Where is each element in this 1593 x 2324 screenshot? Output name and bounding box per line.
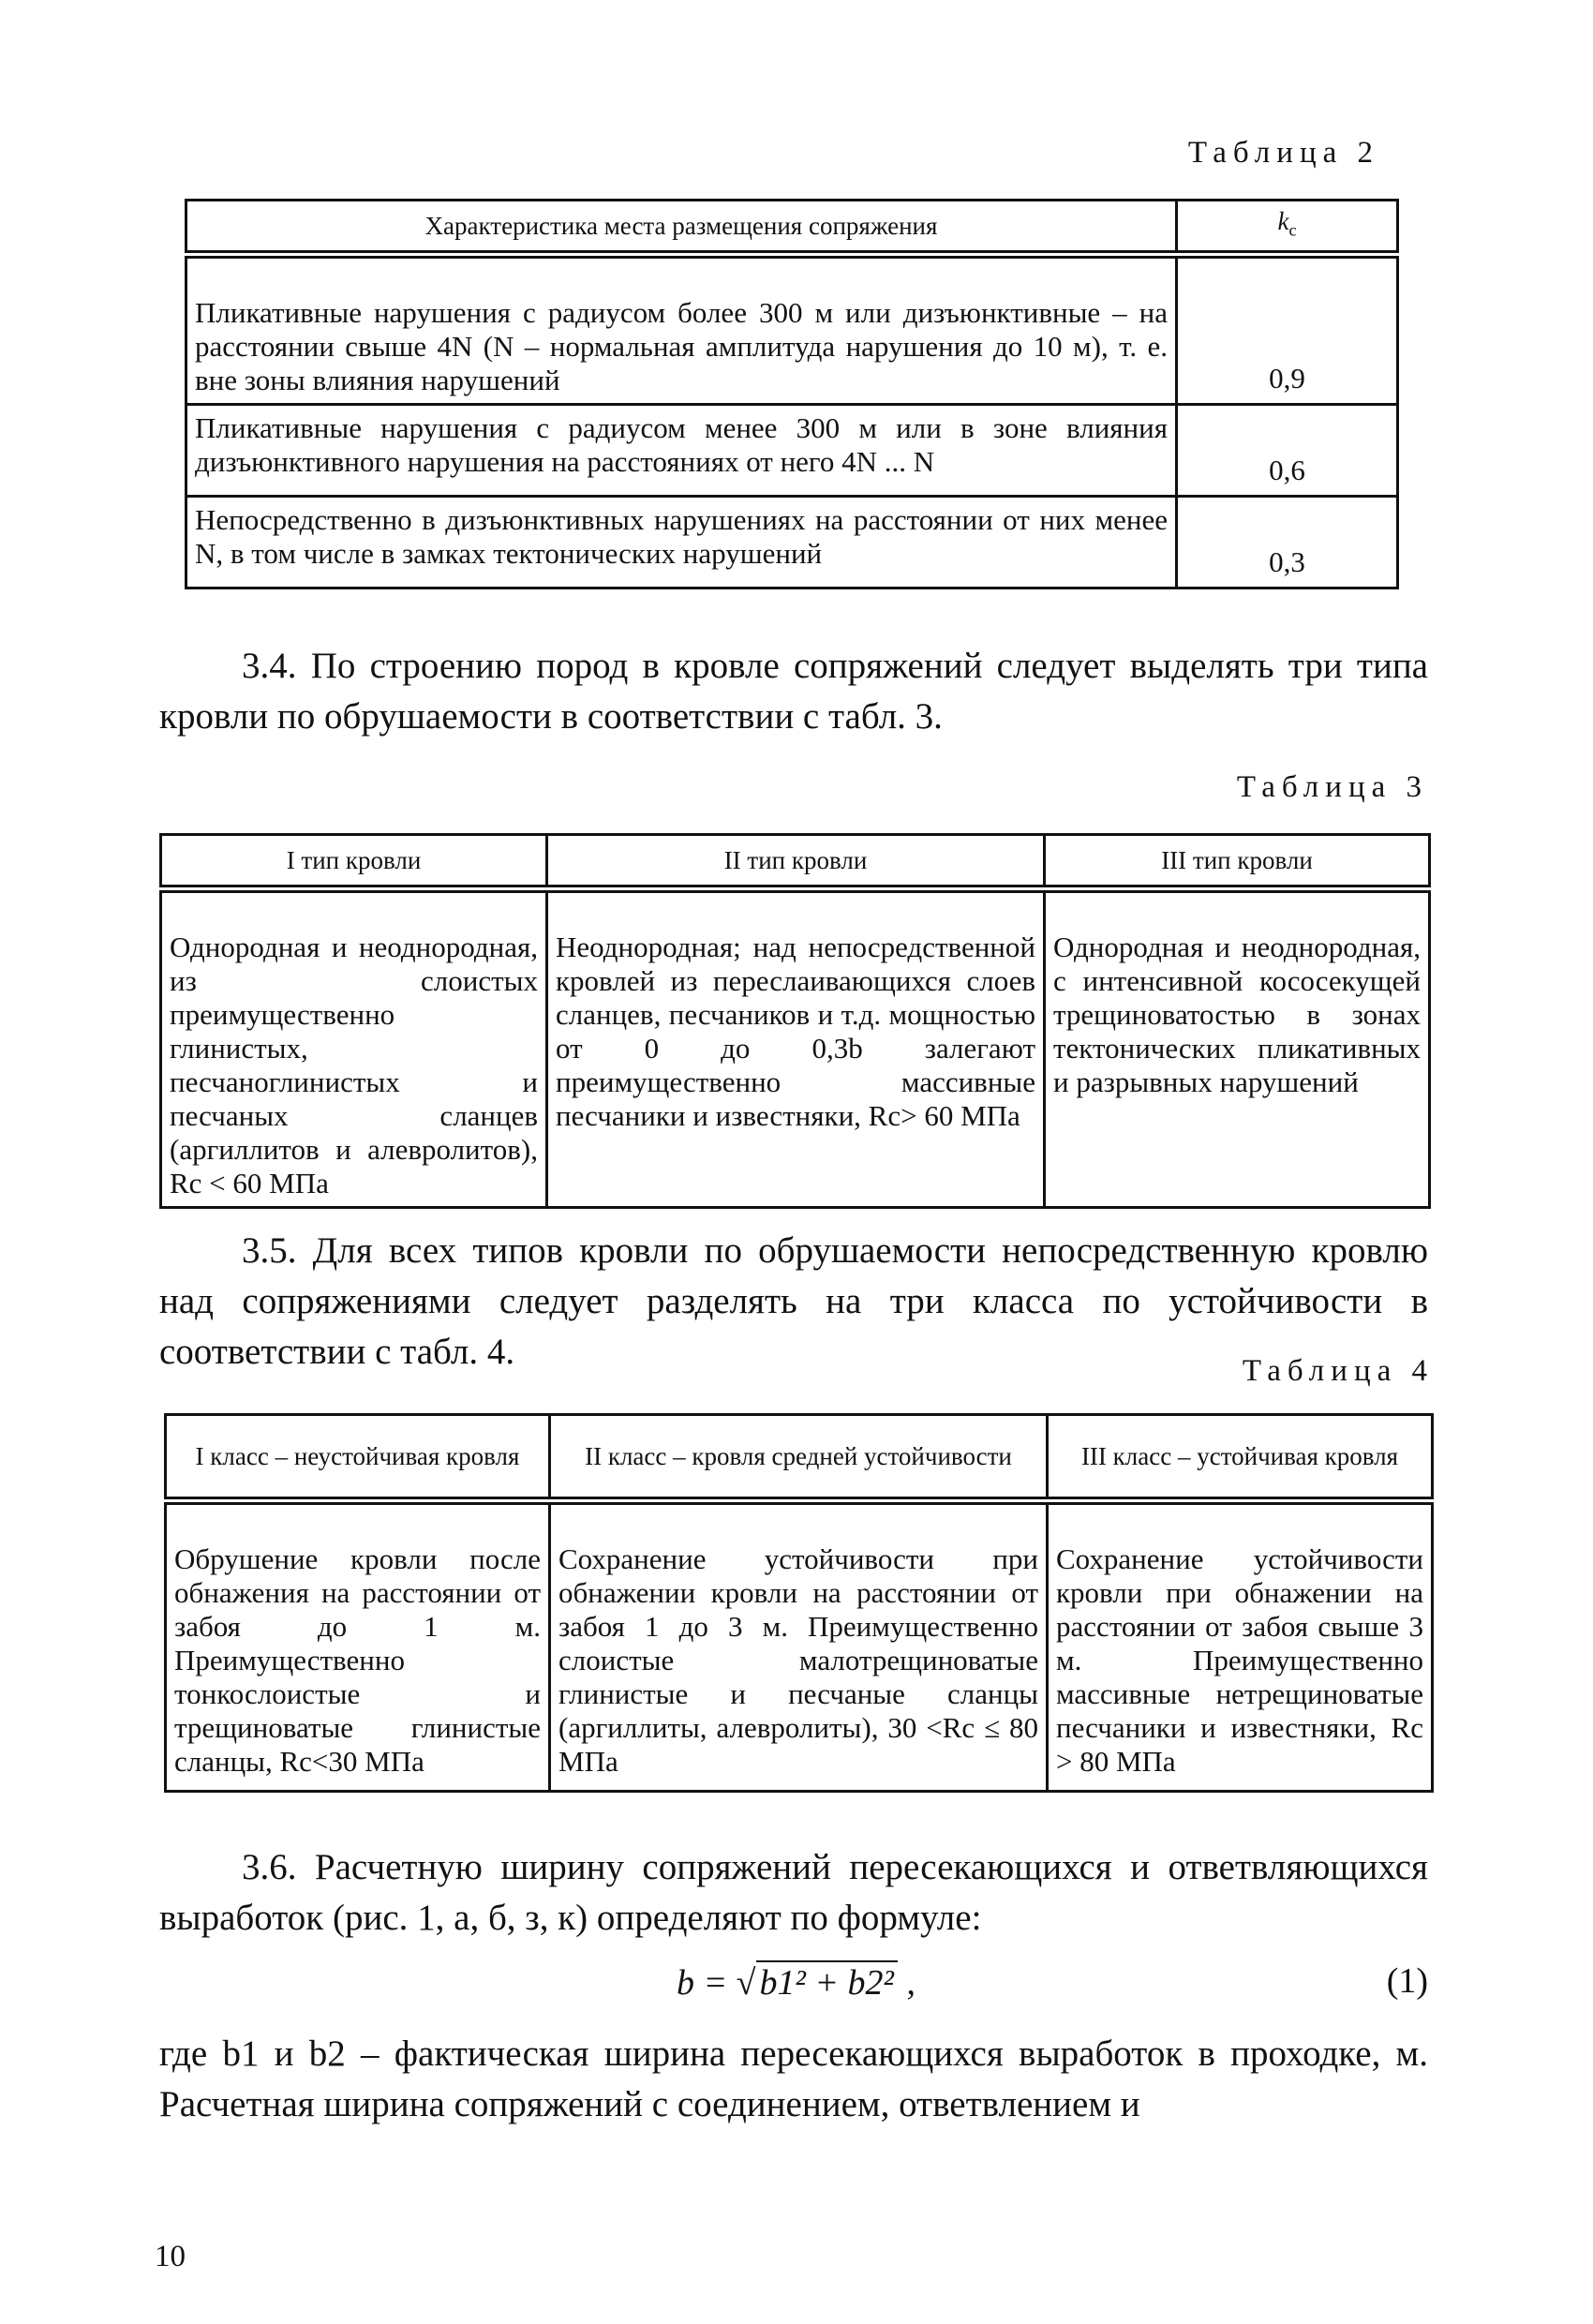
- table-header: II тип кровли: [547, 835, 1045, 889]
- table-cell: Однородная и неоднородная, из слоистых преимущественно глинистых, песчаноглинистых и песчаных сланцев (аргиллитов и алевролитов), Rc < 60 МПа: [161, 889, 547, 1208]
- sqrt-icon: √: [736, 1963, 756, 2003]
- table-cell: 0,6: [1177, 405, 1398, 497]
- table-row: [186, 255, 1398, 405]
- table-2: [185, 199, 1399, 589]
- table-header: $k_c$: [1177, 201, 1398, 255]
- paragraph-after-formula: где b1 и b2 – фактическая ширина пересекающихся выработок в проходке, м. Расчетная ширина сопряжений с соединением, ответвлением и: [159, 2034, 1428, 2124]
- table-2-caption: Таблица 2: [1187, 136, 1379, 170]
- table-header: I класс – неустойчивая кровля: [166, 1415, 550, 1501]
- table-cell: Сохранение устойчивости кровли при обнажении на расстоянии от забоя свыше 3 м. Преимущественно массивные нетрещиноватые песчаники и известняки, Rc > 80 МПа: [1048, 1501, 1433, 1792]
- table-header: I тип кровли: [161, 835, 547, 889]
- table-row: [161, 889, 1430, 1208]
- table-cell: Однородная и неоднородная, с интенсивной кососекущей трещиноватостью в зонах тектонических пликативных и разрывных нарушений: [1045, 889, 1430, 1208]
- formula-number: (1): [1386, 1961, 1428, 2001]
- table-row: [166, 1501, 1433, 1792]
- formula-1: [677, 1960, 916, 2004]
- table-cell: 0,9: [1177, 255, 1398, 405]
- paragraph-3-5: 3.5. Для всех типов кровли по обрушаемости непосредственную кровлю над сопряжениями следует разделять на три класса по устойчивости в соответствии с табл. 4.: [159, 1230, 1428, 1372]
- table-3: [159, 833, 1431, 1209]
- table-4-caption: Таблица 4: [1242, 1354, 1434, 1388]
- table-cell: Непосредственно в дизъюнктивных нарушениях на расстоянии от них менее N, в том числе в замках тектонических нарушений: [186, 497, 1177, 588]
- table-header: III тип кровли: [1045, 835, 1430, 889]
- page-number: 10: [155, 2240, 186, 2273]
- table-cell: Пликативные нарушения с радиусом менее 300 м или в зоне влияния дизъюнктивного нарушения на расстояниях от него 4N ... N: [186, 405, 1177, 497]
- table-cell: 0,3: [1177, 497, 1398, 588]
- table-header: III класс – устойчивая кровля: [1048, 1415, 1433, 1501]
- table-3-caption: Таблица 3: [1236, 770, 1428, 804]
- formula-radicand: b1² + b2²: [756, 1960, 898, 2004]
- table-cell: Неоднородная; над непосредственной кровлей из переслаивающихся слоев сланцев, песчаников и т.д. мощностью от 0 до 0,3b залегают преимущественно массивные песчаники и известняки, Rc> 60 МПа: [547, 889, 1045, 1208]
- formula-lhs: b =: [677, 1963, 728, 2003]
- paragraph-3-4: 3.4. По строению пород в кровле сопряжений следует выделять три типа кровли по обрушаемости в соответствии с табл. 3.: [159, 646, 1428, 737]
- table-header: II класс – кровля средней устойчивости: [550, 1415, 1048, 1501]
- table-row: [186, 497, 1398, 588]
- table-row: [186, 405, 1398, 497]
- table-header: Характеристика места размещения сопряжения: [186, 201, 1177, 255]
- table-cell: Сохранение устойчивости при обнажении кровли на расстоянии от забоя 1 до 3 м. Преимущественно слоистые малотрещиноватые глинистые и песчаные сланцы (аргиллиты, алевролиты), 30 <Rc ≤ 80 МПа: [550, 1501, 1048, 1792]
- formula-trail: ,: [906, 1963, 916, 2003]
- table-cell: Обрушение кровли после обнажения на расстоянии от забоя до 1 м. Преимущественно тонкослоистые и трещиноватые глинистые сланцы, Rc<30 МПа: [166, 1501, 550, 1792]
- table-4: [164, 1413, 1434, 1793]
- paragraph-3-6: 3.6. Расчетную ширину сопряжений пересекающихся и ответвляющихся выработок (рис. 1, а, б, з, к) определяют по формуле:: [159, 1847, 1428, 1938]
- table-cell: Пликативные нарушения с радиусом более 300 м или дизъюнктивные – на расстоянии свыше 4N (N – нормальная амплитуда нарушения до 10 м), т. е. вне зоны влияния нарушений: [186, 255, 1177, 405]
